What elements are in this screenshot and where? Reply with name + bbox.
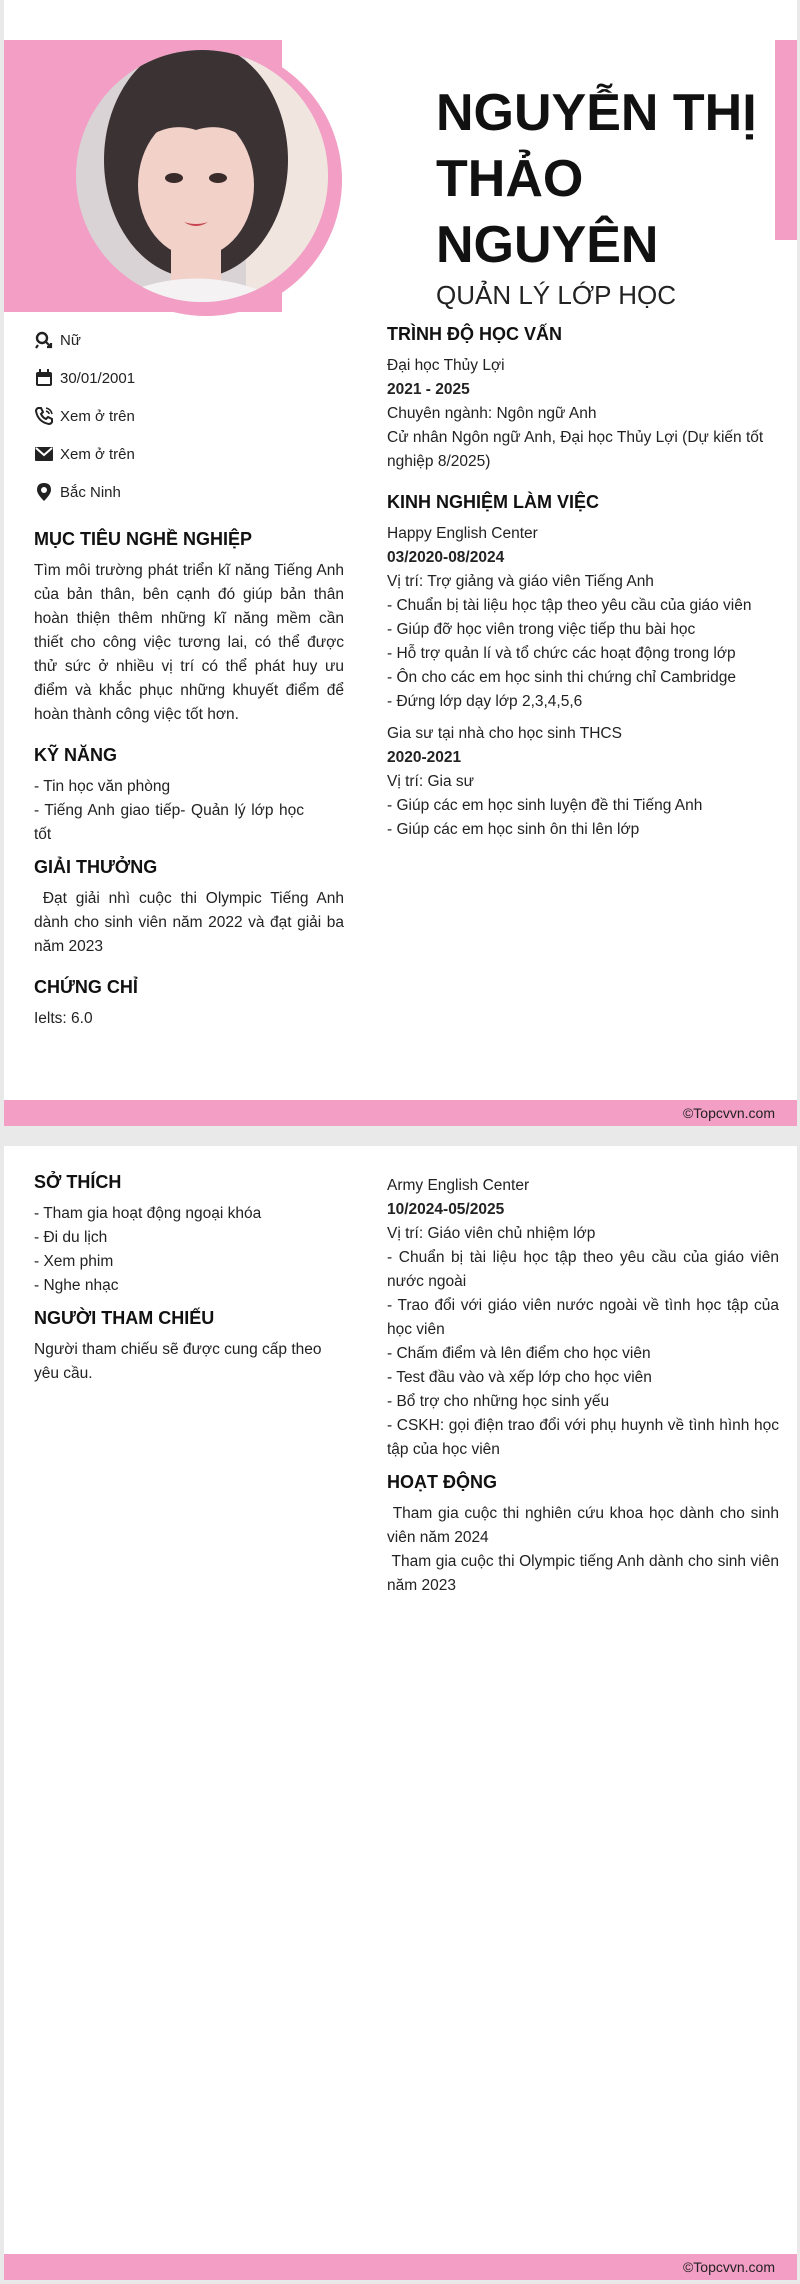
awards-text: Đạt giải nhì cuộc thi Olympic Tiếng Anh dành cho sinh viên năm 2022 và đạt giải ba năm 2023: [34, 890, 349, 955]
activity-item: Tham gia cuộc thi nghiên cứu khoa học dành cho sinh viên năm 2024: [387, 1505, 784, 1546]
references-text: Người tham chiếu sẽ được cung cấp theo yêu cầu.: [34, 1341, 322, 1382]
job-task: - Đứng lớp dạy lớp 2,3,4,5,6: [387, 693, 583, 710]
job-task: - Giúp đỡ học viên trong việc tiếp thu bài học: [387, 621, 696, 638]
footer-text: ©Topcvvn.com: [682, 2259, 775, 2275]
skill-item: - Tin học văn phòng: [34, 778, 171, 795]
gender-text: Nữ: [60, 331, 81, 349]
education-heading: TRÌNH ĐỘ HỌC VẤN: [387, 324, 562, 344]
phone-text: Xem ở trên: [60, 407, 135, 425]
job-task: - Hỗ trợ quản lí và tổ chức các hoạt động trong lớp: [387, 645, 736, 662]
certificates-text: Ielts: 6.0: [34, 1010, 93, 1027]
job-task: - Ôn cho các em học sinh thi chứng chỉ Cambridge: [387, 669, 736, 686]
contact-phone: [34, 397, 344, 435]
job-period: 10/2024-05/2025: [387, 1201, 505, 1218]
hobbies-heading: SỞ THÍCH: [34, 1172, 122, 1192]
hobby-item: - Nghe nhạc: [34, 1277, 119, 1294]
contact-location: [34, 473, 344, 511]
candidate-name: [436, 80, 766, 278]
job-title: QUẢN LÝ LỚP HỌC: [436, 280, 676, 310]
objective-text: Tìm môi trường phát triển kĩ năng Tiếng Anh của bản thân, bên cạnh đó giúp bản thân hoàn thiện thêm những kĩ năng mềm cần thiết cho công việc tương lai, có thể được thử sức ở nhiều vị trí có thể phát huy ưu điểm và khắc phục những khuyết điểm để hoàn thành công việc tốt hơn.: [34, 562, 344, 723]
page-footer: [4, 1100, 797, 1126]
job-task: - Test đầu vào và xếp lớp cho học viên: [387, 1369, 652, 1386]
email-text: Xem ở trên: [60, 445, 135, 463]
job-position: Vị trí: Gia sư: [387, 773, 475, 790]
job-company: Army English Center: [387, 1177, 530, 1194]
education-major: Chuyên ngành: Ngôn ngữ Anh: [387, 405, 597, 422]
location-text: Bắc Ninh: [60, 483, 121, 501]
email-icon: [34, 444, 54, 464]
left-column: [34, 1170, 344, 1386]
job-task: - Trao đổi với giáo viên nước ngoài về tình học tập của học viên: [387, 1297, 779, 1338]
job-period: 03/2020-08/2024: [387, 549, 505, 566]
right-column: [387, 1174, 784, 1598]
job-task: - Giúp các em học sinh luyện đề thi Tiếng Anh: [387, 797, 703, 814]
footer-text: ©Topcvvn.com: [682, 1105, 775, 1121]
contact-birthday: [34, 359, 344, 397]
objective-heading: MỤC TIÊU NGHỀ NGHIỆP: [34, 529, 253, 549]
header-accent-bar: [775, 40, 797, 240]
job-position: Vị trí: Giáo viên chủ nhiệm lớp: [387, 1225, 596, 1242]
page-footer: [4, 2254, 797, 2280]
education-degree: Cử nhân Ngôn ngữ Anh, Đại học Thủy Lợi (Dự kiến tốt nghiệp 8/2025): [387, 429, 764, 470]
certificates-heading: CHỨNG CHỈ: [34, 977, 138, 997]
birthday-text: 30/01/2001: [60, 369, 136, 387]
job-position: Vị trí: Trợ giảng và giáo viên Tiếng Anh: [387, 573, 654, 590]
skills-heading: KỸ NĂNG: [34, 745, 118, 765]
job-company: Happy English Center: [387, 525, 538, 542]
hobby-item: - Xem phim: [34, 1253, 114, 1270]
experience-heading: KINH NGHIỆM LÀM VIỆC: [387, 492, 600, 512]
skill-item: - Tiếng Anh giao tiếp- Quản lý lớp học tốt: [34, 802, 304, 843]
phone-icon: [34, 406, 54, 426]
job-task: - Chuẩn bị tài liệu học tập theo yêu cầu của giáo viên nước ngoài: [387, 1249, 779, 1290]
cv-page-1: [4, 0, 797, 1126]
job-task: - Chấm điểm và lên điểm cho học viên: [387, 1345, 651, 1362]
profile-photo: [76, 50, 328, 302]
hobby-item: - Tham gia hoạt động ngoại khóa: [34, 1205, 262, 1222]
education-school: Đại học Thủy Lợi: [387, 357, 505, 374]
job-company: Gia sư tại nhà cho học sinh THCS: [387, 725, 622, 742]
job-task: - Bổ trợ cho những học sinh yếu: [387, 1393, 610, 1410]
activities-heading: HOẠT ĐỘNG: [387, 1472, 497, 1492]
contact-email: [34, 435, 344, 473]
job-period: 2020-2021: [387, 749, 462, 766]
gender-icon: [34, 330, 54, 350]
job-task: - CSKH: gọi điện trao đổi với phụ huynh về tình hình học tập của học viên: [387, 1417, 779, 1458]
name-line-3: NGUYÊN: [436, 216, 659, 274]
education-period: 2021 - 2025: [387, 381, 470, 398]
cv-page-2: [4, 1146, 797, 2280]
calendar-icon: [34, 368, 54, 388]
name-line-1: NGUYỄN THỊ: [436, 84, 757, 142]
location-icon: [34, 482, 54, 502]
activity-item: Tham gia cuộc thi Olympic tiếng Anh dành cho sinh viên năm 2023: [387, 1553, 784, 1594]
awards-heading: GIẢI THƯỞNG: [34, 857, 158, 877]
left-column: [34, 321, 349, 1031]
job-task: - Giúp các em học sinh ôn thi lên lớp: [387, 821, 640, 838]
name-line-2: THẢO: [436, 150, 584, 208]
references-heading: NGƯỜI THAM CHIẾU: [34, 1308, 215, 1328]
right-column: [387, 322, 779, 842]
contact-gender: [34, 321, 344, 359]
job-task: - Chuẩn bị tài liệu học tập theo yêu cầu của giáo viên: [387, 597, 752, 614]
hobby-item: - Đi du lịch: [34, 1229, 108, 1246]
